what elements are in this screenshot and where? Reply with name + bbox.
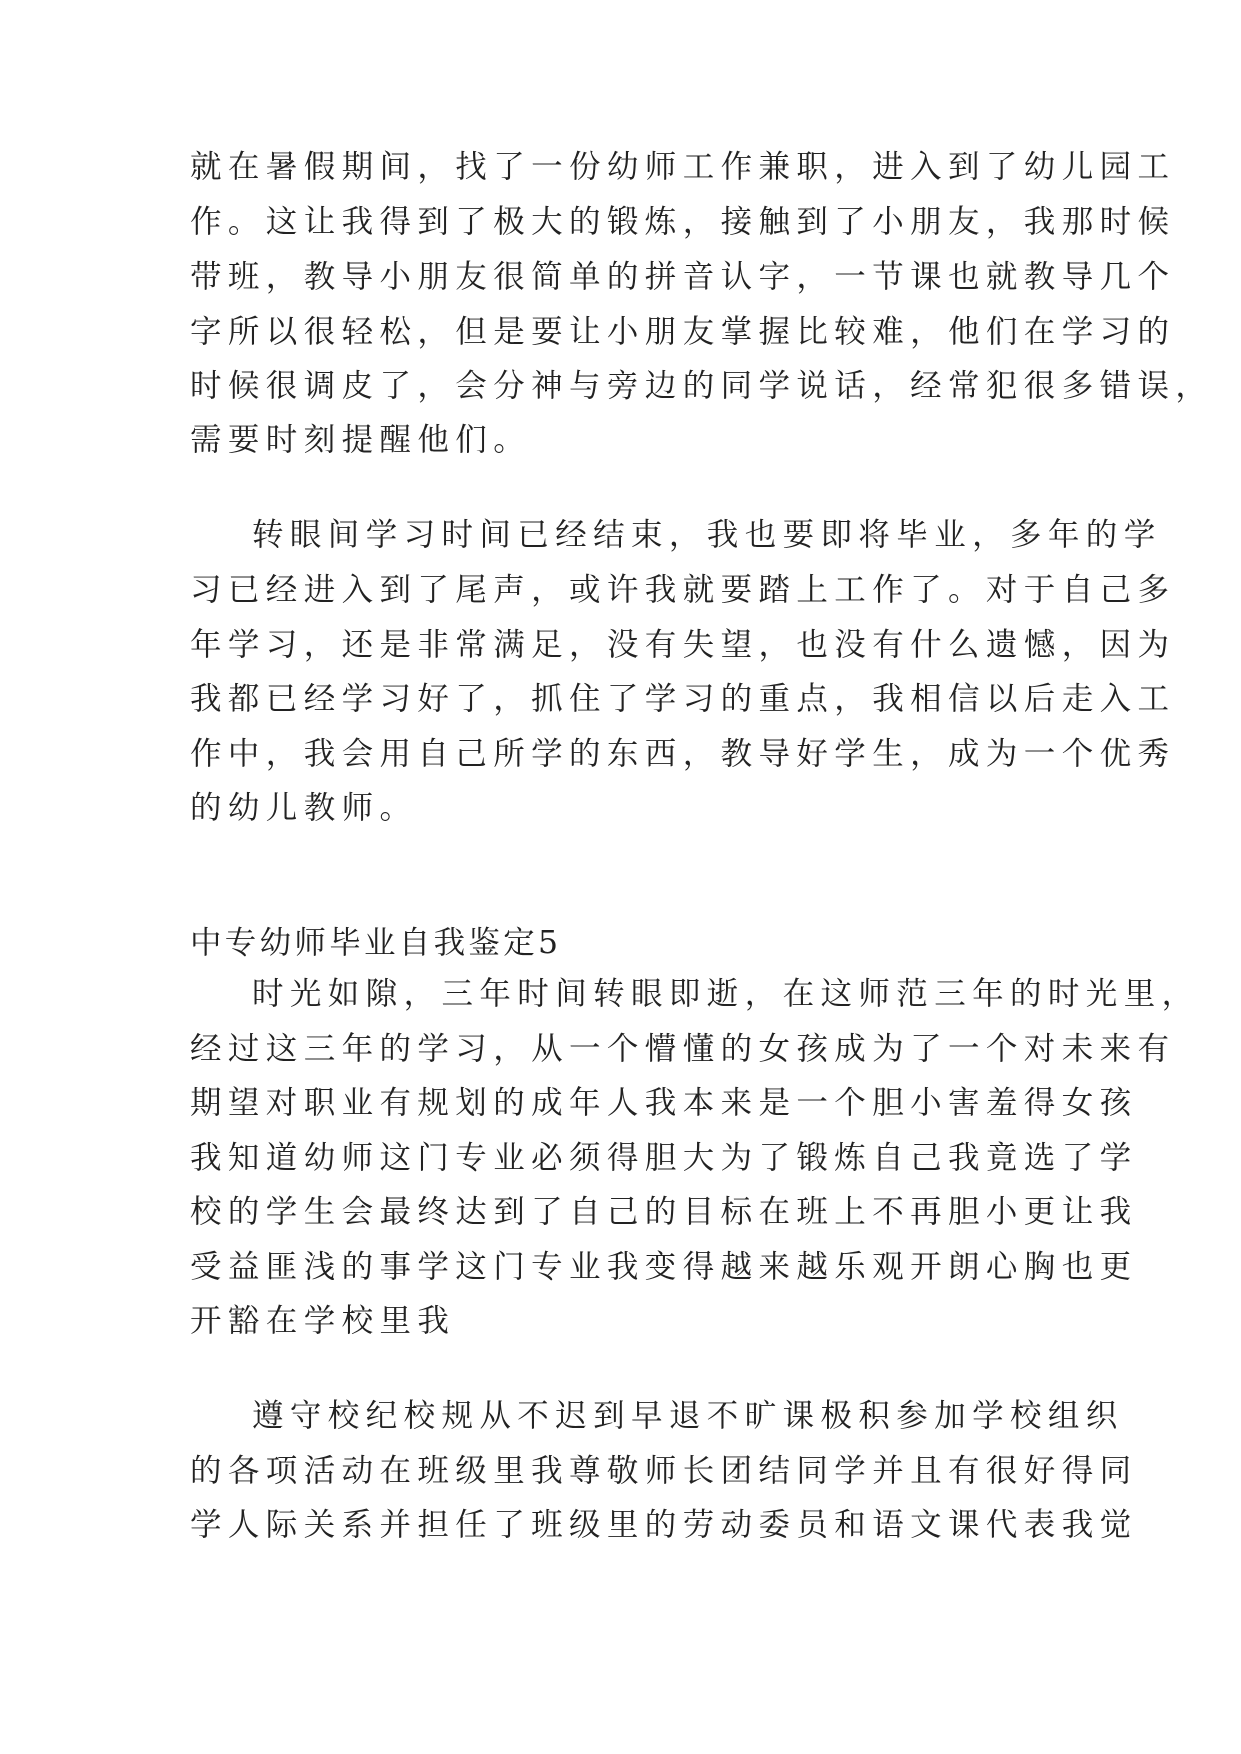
paragraph-2-line-2: 习已经进入到了尾声，或许我就要踏上工作了。对于自己多 — [190, 572, 1176, 608]
paragraph-2-line-4: 我都已经学习好了，抓住了学习的重点，我相信以后走入工 — [190, 681, 1176, 717]
paragraph-3-line-3: 期望对职业有规划的成年人我本来是一个胆小害羞得女孩 — [190, 1085, 1138, 1121]
paragraph-3-line-1: 时光如隙，三年时间转眼即逝，在这师范三年的时光里， — [252, 976, 1200, 1012]
paragraph-2-line-3: 年学习，还是非常满足，没有失望，也没有什么遗憾，因为 — [190, 627, 1176, 663]
paragraph-1-line-6: 需要时刻提醒他们。 — [190, 422, 532, 458]
paragraph-4-line-1: 遵守校纪校规从不迟到早退不旷课极积参加学校组织 — [252, 1398, 1124, 1434]
paragraph-3-line-6: 受益匪浅的事学这门专业我变得越来越乐观开朗心胸也更 — [190, 1249, 1138, 1285]
paragraph-1-line-1: 就在暑假期间，找了一份幼师工作兼职，进入到了幼儿园工 — [190, 149, 1176, 185]
paragraph-1-line-4: 字所以很轻松，但是要让小朋友掌握比较难，他们在学习的 — [190, 314, 1176, 350]
paragraph-3-line-4: 我知道幼师这门专业必须得胆大为了锻炼自己我竟选了学 — [190, 1140, 1138, 1176]
paragraph-3-line-5: 校的学生会最终达到了自己的目标在班上不再胆小更让我 — [190, 1194, 1138, 1230]
paragraph-2-line-6: 的幼儿教师。 — [190, 790, 418, 826]
paragraph-3-line-7: 开豁在学校里我 — [190, 1303, 456, 1339]
section-heading: 中专幼师毕业自我鉴定5 — [190, 925, 562, 961]
paragraph-4-line-2: 的各项活动在班级里我尊敬师长团结同学并且有很好得同 — [190, 1453, 1138, 1489]
paragraph-1-line-3: 带班，教导小朋友很简单的拼音认字，一节课也就教导几个 — [190, 259, 1176, 295]
paragraph-3-line-2: 经过这三年的学习，从一个懵懂的女孩成为了一个对未来有 — [190, 1031, 1176, 1067]
paragraph-1-line-2: 作。这让我得到了极大的锻炼，接触到了小朋友，我那时候 — [190, 204, 1176, 240]
paragraph-4-line-3: 学人际关系并担任了班级里的劳动委员和语文课代表我觉 — [190, 1507, 1138, 1543]
paragraph-1-line-5: 时候很调皮了，会分神与旁边的同学说话，经常犯很多错误， — [190, 368, 1214, 404]
paragraph-2-line-1: 转眼间学习时间已经结束，我也要即将毕业，多年的学 — [252, 517, 1162, 553]
paragraph-2-line-5: 作中，我会用自己所学的东西，教导好学生，成为一个优秀 — [190, 736, 1176, 772]
